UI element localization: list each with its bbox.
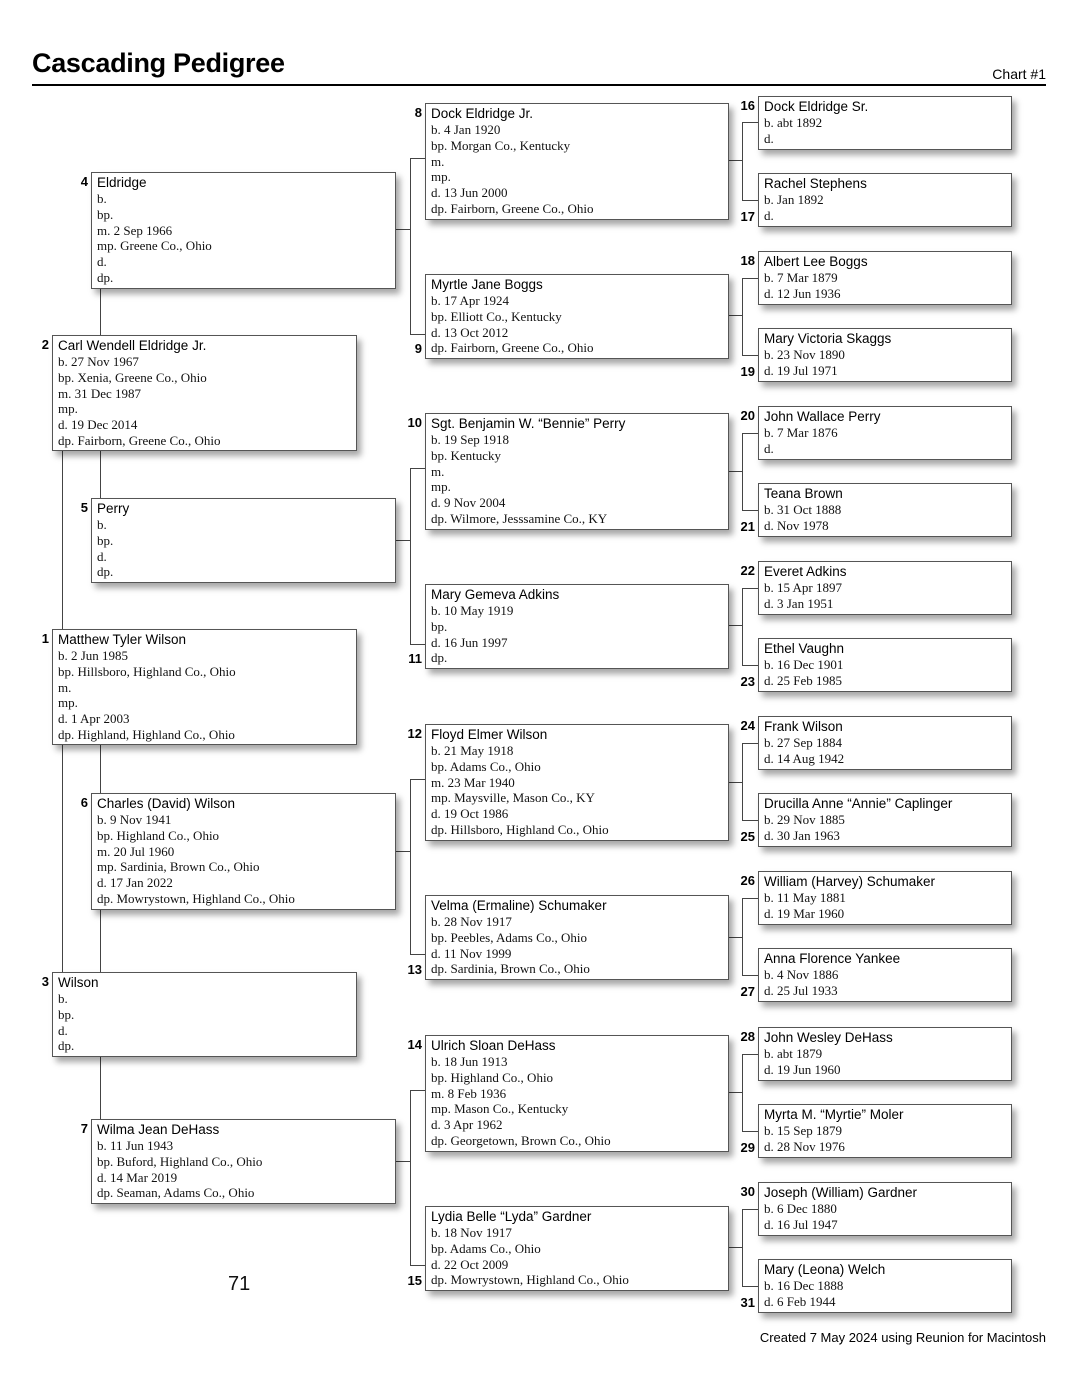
- connector-line: [410, 1090, 411, 1265]
- person-detail: bp. Morgan Co., Kentucky: [431, 137, 571, 153]
- person-detail: b.: [97, 191, 107, 206]
- person-name: Dock Eldridge Sr.: [764, 99, 869, 114]
- person-detail: b. 7 Mar 1879: [764, 270, 838, 285]
- connector-line: [729, 782, 743, 783]
- person-name: Mary Victoria Skaggs: [764, 331, 892, 346]
- person-detail: b. 11 Jun 1943: [97, 1138, 174, 1153]
- ahnentafel-number: 24: [740, 718, 755, 733]
- person-box-9[interactable]: [425, 274, 729, 359]
- connector-line: [410, 468, 425, 469]
- person-box-18[interactable]: [758, 251, 1012, 305]
- person-detail: b. 27 Sep 1884: [764, 735, 842, 750]
- person-name: Rachel Stephens: [764, 176, 867, 191]
- person-box-24[interactable]: [758, 716, 1012, 770]
- person-detail: d.: [764, 207, 774, 223]
- person-name: Mary (Leona) Welch: [764, 1262, 886, 1277]
- connector-line: [100, 745, 101, 793]
- header-rule: [32, 84, 1046, 86]
- person-box-5[interactable]: [91, 498, 396, 583]
- connector-line: [742, 975, 758, 976]
- ahnentafel-number: 3: [41, 974, 49, 989]
- person-name: Frank Wilson: [764, 719, 843, 734]
- person-detail: m.: [431, 463, 445, 479]
- ahnentafel-number: 31: [740, 1295, 755, 1310]
- person-detail: b.: [58, 991, 68, 1006]
- person-detail: d. 16 Jul 1947: [764, 1216, 838, 1232]
- person-detail: mp.: [58, 695, 78, 711]
- connector-line: [100, 910, 101, 972]
- ahnentafel-number: 29: [740, 1140, 755, 1155]
- person-detail: m.: [58, 679, 72, 695]
- connector-line: [410, 1265, 425, 1266]
- connector-line: [100, 451, 101, 498]
- ahnentafel-number: 18: [740, 253, 755, 268]
- person-detail: b. 7 Mar 1876: [764, 425, 838, 440]
- person-detail: d.: [764, 440, 774, 456]
- created-footer: Created 7 May 2024 using Reunion for Macintosh: [759, 1330, 1046, 1345]
- ahnentafel-number: 20: [740, 408, 755, 423]
- ahnentafel-number: 13: [407, 962, 422, 977]
- person-name: Joseph (William) Gardner: [764, 1185, 918, 1200]
- person-detail: dp.: [97, 269, 114, 285]
- person-name: Myrtle Jane Boggs: [431, 277, 543, 292]
- person-box-13[interactable]: [425, 895, 729, 980]
- connector-line: [410, 954, 425, 955]
- connector-line: [742, 1054, 758, 1055]
- connector-line: [742, 433, 743, 510]
- connector-line: [742, 355, 758, 356]
- person-name: Albert Lee Boggs: [764, 254, 868, 269]
- ahnentafel-number: 10: [407, 415, 422, 430]
- person-detail: d. 9 Nov 2004: [431, 495, 506, 511]
- ahnentafel-number: 16: [740, 98, 755, 113]
- ahnentafel-number: 17: [740, 209, 755, 224]
- person-name: Drucilla Anne “Annie” Caplinger: [764, 796, 953, 811]
- person-detail: d.: [97, 548, 107, 564]
- person-name: Ethel Vaughn: [764, 641, 845, 656]
- connector-line: [729, 160, 743, 161]
- ahnentafel-number: 26: [740, 873, 755, 888]
- connector-line: [729, 937, 743, 938]
- person-box-4[interactable]: [91, 172, 396, 289]
- person-name: Wilma Jean DeHass: [97, 1122, 220, 1137]
- person-detail: d.: [764, 130, 774, 146]
- connector-line: [742, 122, 758, 123]
- person-detail: mp. Greene Co., Ohio: [97, 238, 212, 254]
- person-detail: bp.: [97, 532, 114, 548]
- connector-line: [742, 278, 758, 279]
- person-box-30[interactable]: [758, 1182, 1012, 1236]
- ahnentafel-number: 2: [41, 337, 49, 352]
- person-box-15[interactable]: [425, 1206, 729, 1291]
- person-detail: dp.: [431, 650, 448, 666]
- connector-line: [742, 1286, 758, 1287]
- person-detail: b. 4 Jan 1920: [431, 122, 501, 137]
- connector-line: [396, 229, 410, 230]
- person-box-14[interactable]: [425, 1035, 729, 1152]
- person-detail: m. 23 Mar 1940: [431, 774, 515, 790]
- person-detail: b.: [97, 517, 107, 532]
- connector-line: [729, 1092, 743, 1093]
- ahnentafel-number: 25: [740, 829, 755, 844]
- ahnentafel-number: 19: [740, 364, 755, 379]
- connector-line: [742, 1054, 743, 1131]
- person-detail: dp. Highland, Highland Co., Ohio: [58, 726, 235, 742]
- ahnentafel-number: 30: [740, 1184, 755, 1199]
- connector-line: [729, 315, 743, 316]
- connector-line: [742, 433, 758, 434]
- connector-line: [729, 1247, 743, 1248]
- person-name: Velma (Ermaline) Schumaker: [431, 898, 607, 913]
- person-name: Mary Gemeva Adkins: [431, 587, 560, 602]
- ahnentafel-number: 12: [407, 726, 422, 741]
- connector-line: [410, 1090, 425, 1091]
- person-detail: dp.: [97, 564, 114, 580]
- person-detail: dp. Georgetown, Brown Co., Ohio: [431, 1132, 611, 1148]
- connector-line: [396, 851, 410, 852]
- ahnentafel-number: 11: [408, 651, 422, 666]
- person-detail: b. 15 Apr 1897: [764, 580, 842, 595]
- person-name: Carl Wendell Eldridge Jr.: [58, 338, 207, 353]
- ahnentafel-number: 23: [740, 674, 755, 689]
- person-detail: d. 14 Aug 1942: [764, 750, 845, 766]
- person-box-8[interactable]: [425, 103, 729, 220]
- connector-line: [742, 665, 758, 666]
- person-box-29[interactable]: [758, 1104, 1012, 1158]
- person-box-16[interactable]: [758, 96, 1012, 150]
- person-detail: b. 28 Nov 1917: [431, 914, 512, 929]
- person-box-11[interactable]: [425, 584, 729, 669]
- connector-line: [742, 743, 743, 820]
- person-detail: dp. Sardinia, Brown Co., Ohio: [431, 961, 590, 977]
- person-detail: bp. Peebles, Adams Co., Ohio: [431, 929, 587, 945]
- person-detail: d. 28 Nov 1976: [764, 1138, 845, 1154]
- connector-line: [742, 1131, 758, 1132]
- person-detail: b. abt 1892: [764, 115, 823, 130]
- person-name: Eldridge: [97, 175, 147, 190]
- person-box-3[interactable]: [52, 972, 357, 1057]
- person-detail: b. 21 May 1918: [431, 743, 514, 758]
- person-detail: b. 2 Jun 1985: [58, 648, 129, 663]
- connector-line: [742, 588, 743, 665]
- person-detail: b. Jan 1892: [764, 192, 824, 207]
- person-name: Matthew Tyler Wilson: [58, 632, 187, 647]
- person-detail: b. 6 Dec 1880: [764, 1201, 837, 1216]
- person-box-10[interactable]: [425, 413, 729, 530]
- ahnentafel-number: 6: [80, 795, 88, 810]
- person-detail: bp. Buford, Highland Co., Ohio: [97, 1153, 263, 1169]
- person-detail: bp.: [431, 618, 448, 634]
- person-detail: b. 16 Dec 1888: [764, 1278, 844, 1293]
- person-detail: d. 19 Dec 2014: [58, 417, 138, 433]
- connector-line: [729, 625, 743, 626]
- ahnentafel-number: 9: [414, 341, 422, 356]
- person-detail: d. 3 Jan 1951: [764, 595, 834, 611]
- person-detail: d.: [97, 254, 107, 270]
- connector-line: [742, 1209, 758, 1210]
- person-name: William (Harvey) Schumaker: [764, 874, 936, 889]
- ahnentafel-number: 21: [740, 519, 755, 534]
- person-detail: d. 12 Jun 1936: [764, 285, 841, 301]
- person-detail: m. 20 Jul 1960: [97, 843, 175, 859]
- person-detail: bp.: [58, 1006, 75, 1022]
- ahnentafel-number: 8: [414, 105, 422, 120]
- page-number: 71: [228, 1273, 251, 1295]
- connector-line: [742, 200, 758, 201]
- person-detail: m.: [431, 153, 445, 169]
- person-name: Myrta M. “Myrtie” Moler: [764, 1107, 904, 1122]
- connector-line: [396, 1161, 410, 1162]
- person-box-31[interactable]: [758, 1259, 1012, 1313]
- person-detail: b. 10 May 1919: [431, 603, 514, 618]
- connector-line: [742, 278, 743, 355]
- person-name: Lydia Belle “Lyda” Gardner: [431, 1209, 592, 1224]
- person-detail: b. abt 1879: [764, 1046, 823, 1061]
- ahnentafel-number: 15: [407, 1273, 422, 1288]
- person-name: Ulrich Sloan DeHass: [431, 1038, 556, 1053]
- person-box-12[interactable]: [425, 724, 729, 841]
- person-detail: dp. Mowrystown, Highland Co., Ohio: [97, 890, 295, 906]
- person-detail: bp. Kentucky: [431, 447, 502, 463]
- person-name: Anna Florence Yankee: [764, 951, 901, 966]
- person-box-27[interactable]: [758, 948, 1012, 1002]
- person-detail: dp. Mowrystown, Highland Co., Ohio: [431, 1272, 629, 1288]
- connector-line: [410, 468, 411, 644]
- person-detail: d. Nov 1978: [764, 517, 829, 533]
- ahnentafel-number: 1: [41, 631, 49, 646]
- person-name: Teana Brown: [764, 486, 843, 501]
- connector-line: [410, 334, 425, 335]
- person-detail: mp.: [58, 401, 78, 417]
- connector-line: [742, 898, 743, 975]
- person-detail: b. 4 Nov 1886: [764, 967, 839, 982]
- person-box-21[interactable]: [758, 483, 1012, 537]
- ahnentafel-number: 7: [80, 1121, 88, 1136]
- person-detail: b. 18 Nov 1917: [431, 1225, 512, 1240]
- connector-line: [410, 779, 425, 780]
- chart-number: Chart #1: [992, 66, 1046, 82]
- person-detail: b. 9 Nov 1941: [97, 812, 172, 827]
- person-detail: dp. Seaman, Adams Co., Ohio: [97, 1185, 255, 1201]
- person-box-17[interactable]: [758, 173, 1012, 227]
- person-detail: b. 31 Oct 1888: [764, 502, 842, 517]
- connector-line: [742, 510, 758, 511]
- connector-line: [742, 122, 743, 200]
- person-detail: d. 19 Jul 1971: [764, 362, 838, 378]
- person-detail: d. 16 Jun 1997: [431, 634, 508, 650]
- person-box-6[interactable]: [91, 793, 396, 910]
- person-detail: m. 31 Dec 1987: [58, 385, 142, 401]
- page-title: Cascading Pedigree: [32, 48, 285, 78]
- person-detail: b. 23 Nov 1890: [764, 347, 845, 362]
- person-detail: d. 1 Apr 2003: [58, 711, 130, 727]
- connector-line: [100, 289, 101, 335]
- person-detail: dp. Fairborn, Greene Co., Ohio: [431, 200, 594, 216]
- person-name: Wilson: [58, 975, 99, 990]
- person-detail: b. 11 May 1881: [764, 890, 846, 905]
- connector-line: [100, 1057, 101, 1119]
- person-detail: d. 25 Feb 1985: [764, 672, 842, 688]
- person-box-25[interactable]: [758, 793, 1012, 847]
- connector-line: [410, 644, 425, 645]
- person-box-22[interactable]: [758, 561, 1012, 615]
- person-detail: bp. Highland Co., Ohio: [431, 1069, 554, 1085]
- person-detail: d. 13 Jun 2000: [431, 185, 508, 201]
- person-name: John Wallace Perry: [764, 409, 881, 424]
- person-box-20[interactable]: [758, 406, 1012, 460]
- person-box-2[interactable]: [52, 335, 357, 451]
- connector-line: [742, 1209, 743, 1286]
- ahnentafel-number: 27: [740, 984, 755, 999]
- ahnentafel-number: 14: [407, 1037, 422, 1052]
- connector-line: [742, 588, 758, 589]
- person-detail: m. 2 Sep 1966: [97, 222, 173, 238]
- person-detail: b. 19 Sep 1918: [431, 432, 509, 447]
- person-detail: dp. Fairborn, Greene Co., Ohio: [431, 340, 594, 356]
- person-name: Perry: [97, 501, 130, 516]
- connector-line: [396, 540, 410, 541]
- person-name: Charles (David) Wilson: [97, 796, 236, 811]
- person-detail: d. 14 Mar 2019: [97, 1169, 178, 1185]
- ahnentafel-number: 5: [80, 500, 88, 515]
- person-box-7[interactable]: [91, 1119, 396, 1204]
- person-box-26[interactable]: [758, 871, 1012, 925]
- person-detail: d. 3 Apr 1962: [431, 1117, 503, 1133]
- person-detail: mp. Maysville, Mason Co., KY: [431, 790, 595, 806]
- connector-line: [742, 743, 758, 744]
- person-detail: bp. Adams Co., Ohio: [431, 758, 541, 774]
- connector-line: [742, 898, 758, 899]
- person-name: Sgt. Benjamin W. “Bennie” Perry: [431, 416, 626, 431]
- person-box-19[interactable]: [758, 328, 1012, 382]
- person-detail: bp. Elliott Co., Kentucky: [431, 308, 562, 324]
- person-detail: m. 8 Feb 1936: [431, 1085, 507, 1101]
- connector-line: [410, 158, 425, 159]
- connector-line: [410, 158, 411, 334]
- person-detail: mp. Mason Co., Kentucky: [431, 1101, 569, 1117]
- person-detail: mp. Sardinia, Brown Co., Ohio: [97, 859, 260, 875]
- ahnentafel-number: 4: [80, 174, 88, 189]
- person-detail: d. 6 Feb 1944: [764, 1293, 836, 1309]
- person-detail: d. 19 Mar 1960: [764, 905, 845, 921]
- person-detail: d. 19 Jun 1960: [764, 1061, 841, 1077]
- person-detail: bp. Hillsboro, Highland Co., Ohio: [58, 663, 236, 679]
- person-detail: d. 13 Oct 2012: [431, 324, 509, 340]
- person-detail: dp.: [58, 1038, 75, 1054]
- person-detail: bp.: [97, 206, 114, 222]
- person-name: Floyd Elmer Wilson: [431, 727, 548, 742]
- person-box-23[interactable]: [758, 638, 1012, 692]
- person-name: John Wesley DeHass: [764, 1030, 893, 1045]
- person-name: Everet Adkins: [764, 564, 847, 579]
- person-box-28[interactable]: [758, 1027, 1012, 1081]
- person-detail: bp. Highland Co., Ohio: [97, 827, 220, 843]
- ahnentafel-number: 22: [740, 563, 755, 578]
- person-detail: d. 22 Oct 2009: [431, 1256, 509, 1272]
- person-detail: d. 30 Jan 1963: [764, 827, 840, 843]
- connector-line: [410, 779, 411, 954]
- person-detail: b. 17 Apr 1924: [431, 293, 509, 308]
- person-detail: bp. Xenia, Greene Co., Ohio: [58, 369, 207, 385]
- connector-line: [742, 820, 758, 821]
- person-detail: bp. Adams Co., Ohio: [431, 1240, 541, 1256]
- person-detail: b. 29 Nov 1885: [764, 812, 845, 827]
- person-detail: d.: [58, 1022, 68, 1038]
- person-detail: d. 25 Jul 1933: [764, 982, 838, 998]
- person-detail: d. 11 Nov 1999: [431, 945, 512, 961]
- person-name: Dock Eldridge Jr.: [431, 106, 534, 121]
- person-detail: b. 15 Sep 1879: [764, 1123, 842, 1138]
- connector-line: [729, 471, 743, 472]
- person-detail: b. 16 Dec 1901: [764, 657, 844, 672]
- person-detail: dp. Wilmore, Jesssamine Co., KY: [431, 510, 608, 526]
- person-detail: d. 19 Oct 1986: [431, 806, 509, 822]
- person-detail: b. 18 Jun 1913: [431, 1054, 508, 1069]
- person-detail: d. 17 Jan 2022: [97, 875, 173, 891]
- person-detail: b. 27 Nov 1967: [58, 354, 139, 369]
- person-detail: dp. Fairborn, Greene Co., Ohio: [58, 432, 221, 448]
- person-detail: mp.: [431, 479, 451, 495]
- person-detail: mp.: [431, 169, 451, 185]
- ahnentafel-number: 28: [740, 1029, 755, 1044]
- person-box-1[interactable]: [52, 629, 357, 745]
- person-detail: dp. Hillsboro, Highland Co., Ohio: [431, 821, 609, 837]
